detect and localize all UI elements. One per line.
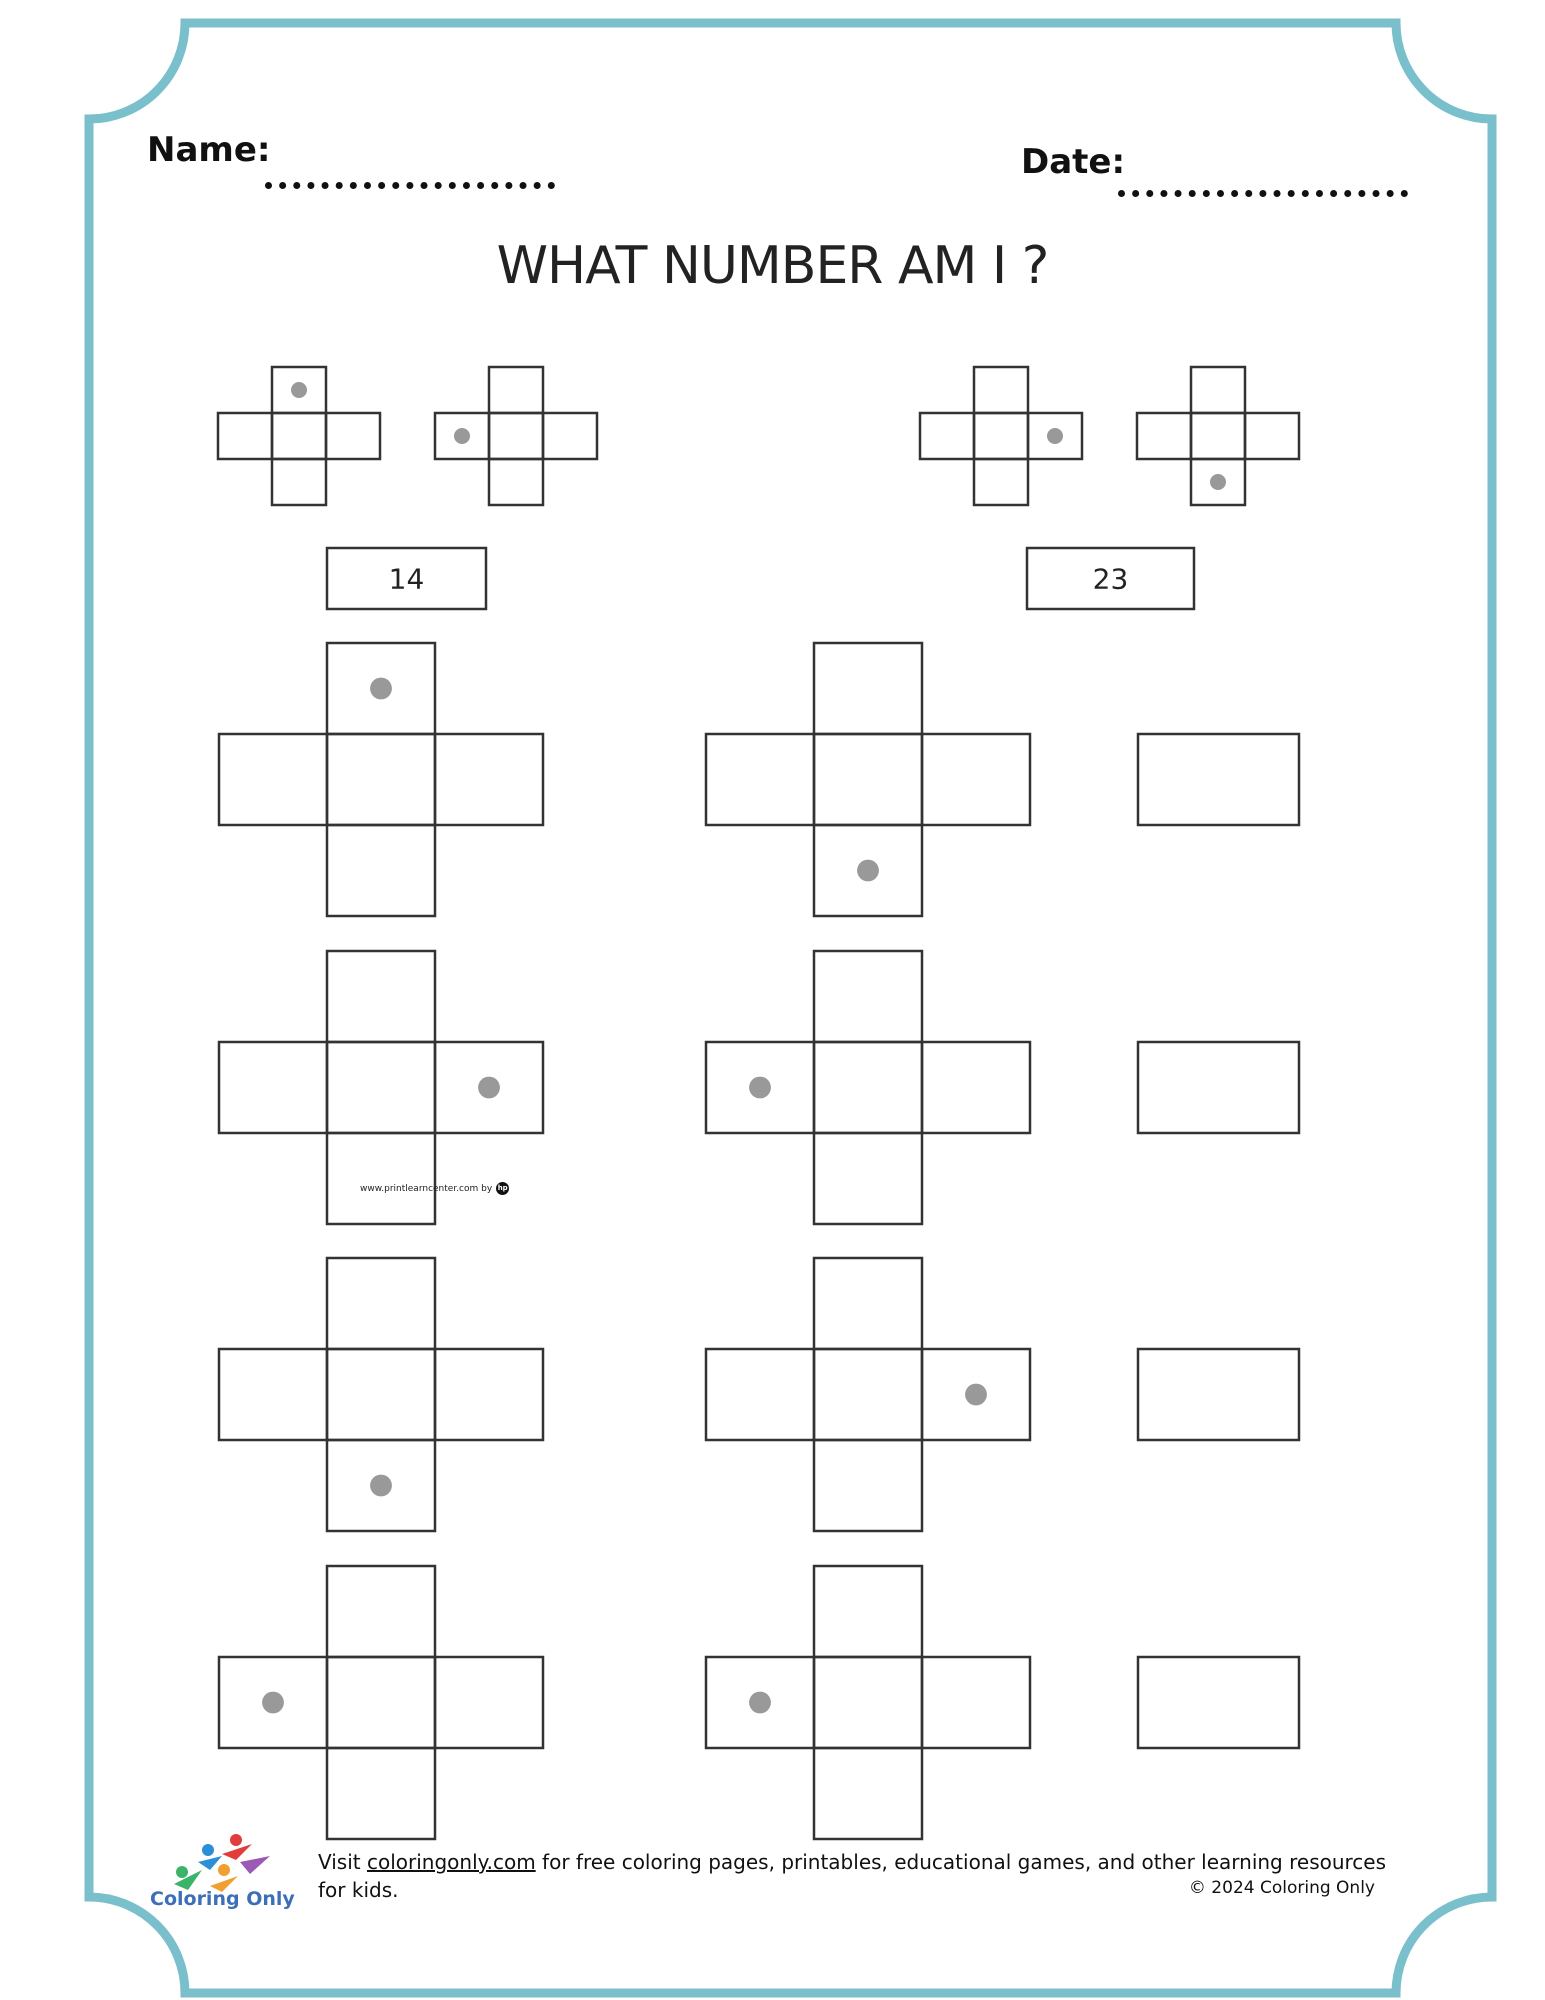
example-1-answer-box[interactable] <box>327 548 486 609</box>
grid-cell-top <box>489 367 543 413</box>
puzzle-4-grid-b <box>706 1566 1030 1839</box>
copyright-text: © 2024 Coloring Only <box>1188 1878 1375 1898</box>
grid-cell-top <box>974 367 1028 413</box>
grid-cell-right <box>922 734 1030 825</box>
grid-cell-right <box>435 1349 543 1440</box>
grid-cell-bottom <box>814 1748 922 1839</box>
grid-cell-right <box>435 734 543 825</box>
grid-cell-center <box>327 1657 435 1748</box>
example-1-grid-a <box>218 367 380 505</box>
dot-marker <box>1210 474 1226 490</box>
grid-cell-center <box>272 413 326 459</box>
grid-cell-center <box>814 1349 922 1440</box>
puzzle-2-answer-box[interactable] <box>1138 1042 1299 1133</box>
grid-cell-center <box>1191 413 1245 459</box>
grid-cell-center <box>814 1657 922 1748</box>
grid-cell-top <box>327 951 435 1042</box>
answer-value: 23 <box>1092 562 1129 596</box>
puzzle-1-answer-box[interactable] <box>1138 734 1299 825</box>
grid-cell-right <box>435 1657 543 1748</box>
grid-cell-bottom <box>327 1133 435 1224</box>
dot-marker <box>291 382 307 398</box>
example-2-answer-box[interactable] <box>1027 548 1194 609</box>
grid-cell-top <box>814 951 922 1042</box>
grid-cell-center <box>327 1349 435 1440</box>
date-label: Date: <box>1021 142 1126 182</box>
grid-cell-center <box>327 1042 435 1133</box>
grid-cell-left <box>219 1349 327 1440</box>
grid-cell-left <box>219 1042 327 1133</box>
dot-marker <box>749 1692 771 1714</box>
name-label: Name: <box>147 130 271 170</box>
grid-cell-top <box>1191 367 1245 413</box>
answer-box-frame <box>1138 1042 1299 1133</box>
grid-cell-top <box>814 1566 922 1657</box>
answer-box-frame <box>1138 1657 1299 1748</box>
grid-cell-top <box>814 1258 922 1349</box>
grid-cell-left <box>706 1349 814 1440</box>
grid-cell-left <box>219 734 327 825</box>
example-2-grid-b <box>1137 367 1299 505</box>
grid-cell-left <box>218 413 272 459</box>
example-1-grid-b <box>435 367 597 505</box>
dot-marker <box>857 860 879 882</box>
puzzle-1-grid-b <box>706 643 1030 916</box>
dot-marker <box>1047 428 1063 444</box>
puzzle-3-grid-b <box>706 1258 1030 1531</box>
dot-marker <box>262 1692 284 1714</box>
grid-cell-center <box>814 1042 922 1133</box>
puzzle-3-answer-box[interactable] <box>1138 1349 1299 1440</box>
puzzle-3-grid-a <box>219 1258 543 1531</box>
grid-cell-right <box>922 1657 1030 1748</box>
grid-cell-center <box>489 413 543 459</box>
grid-cell-right <box>1245 413 1299 459</box>
grid-cell-bottom <box>327 1748 435 1839</box>
grid-cell-left <box>920 413 974 459</box>
grid-cell-top <box>814 643 922 734</box>
watermark <box>360 1182 509 1195</box>
footer-brand-name: Coloring Only <box>150 1888 295 1910</box>
dot-marker <box>370 678 392 700</box>
grid-cell-bottom <box>327 825 435 916</box>
grid-cell-bottom <box>974 459 1028 505</box>
worksheet-title: WHAT NUMBER AM I ? <box>496 236 1049 296</box>
grid-cell-bottom <box>489 459 543 505</box>
grid-cell-bottom <box>814 1133 922 1224</box>
dot-marker <box>478 1077 500 1099</box>
grid-cell-center <box>814 734 922 825</box>
answer-value: 14 <box>388 562 425 596</box>
grid-cell-bottom <box>272 459 326 505</box>
footer-visit-prefix: Visit <box>318 1850 367 1874</box>
grid-cell-right <box>922 1042 1030 1133</box>
hp-logo-icon: hp <box>496 1182 509 1195</box>
grid-cell-left <box>706 734 814 825</box>
puzzle-2-grid-b <box>706 951 1030 1224</box>
dot-marker <box>370 1475 392 1497</box>
puzzle-4-answer-box[interactable] <box>1138 1657 1299 1748</box>
grid-cell-center <box>327 734 435 825</box>
watermark-text: www.printlearncenter.com by <box>360 1183 493 1194</box>
puzzle-4-grid-a <box>219 1566 543 1839</box>
grid-cell-right <box>326 413 380 459</box>
grid-cell-left <box>1137 413 1191 459</box>
dot-marker <box>454 428 470 444</box>
footer-visit-suffix: for free coloring pages, printables, educational games, and other learning resources for kids. <box>318 1850 1387 1902</box>
grid-cell-top <box>327 1566 435 1657</box>
puzzle-1-grid-a <box>219 643 543 916</box>
answer-box-frame <box>1138 1349 1299 1440</box>
grid-cell-center <box>974 413 1028 459</box>
dot-marker <box>749 1077 771 1099</box>
grid-cell-top <box>327 1258 435 1349</box>
coloringonly-link[interactable]: coloringonly.com <box>366 1850 536 1874</box>
example-2-grid-a <box>920 367 1082 505</box>
dot-marker <box>965 1384 987 1406</box>
answer-box-frame <box>1138 734 1299 825</box>
grid-cell-right <box>543 413 597 459</box>
grid-cell-bottom <box>814 1440 922 1531</box>
